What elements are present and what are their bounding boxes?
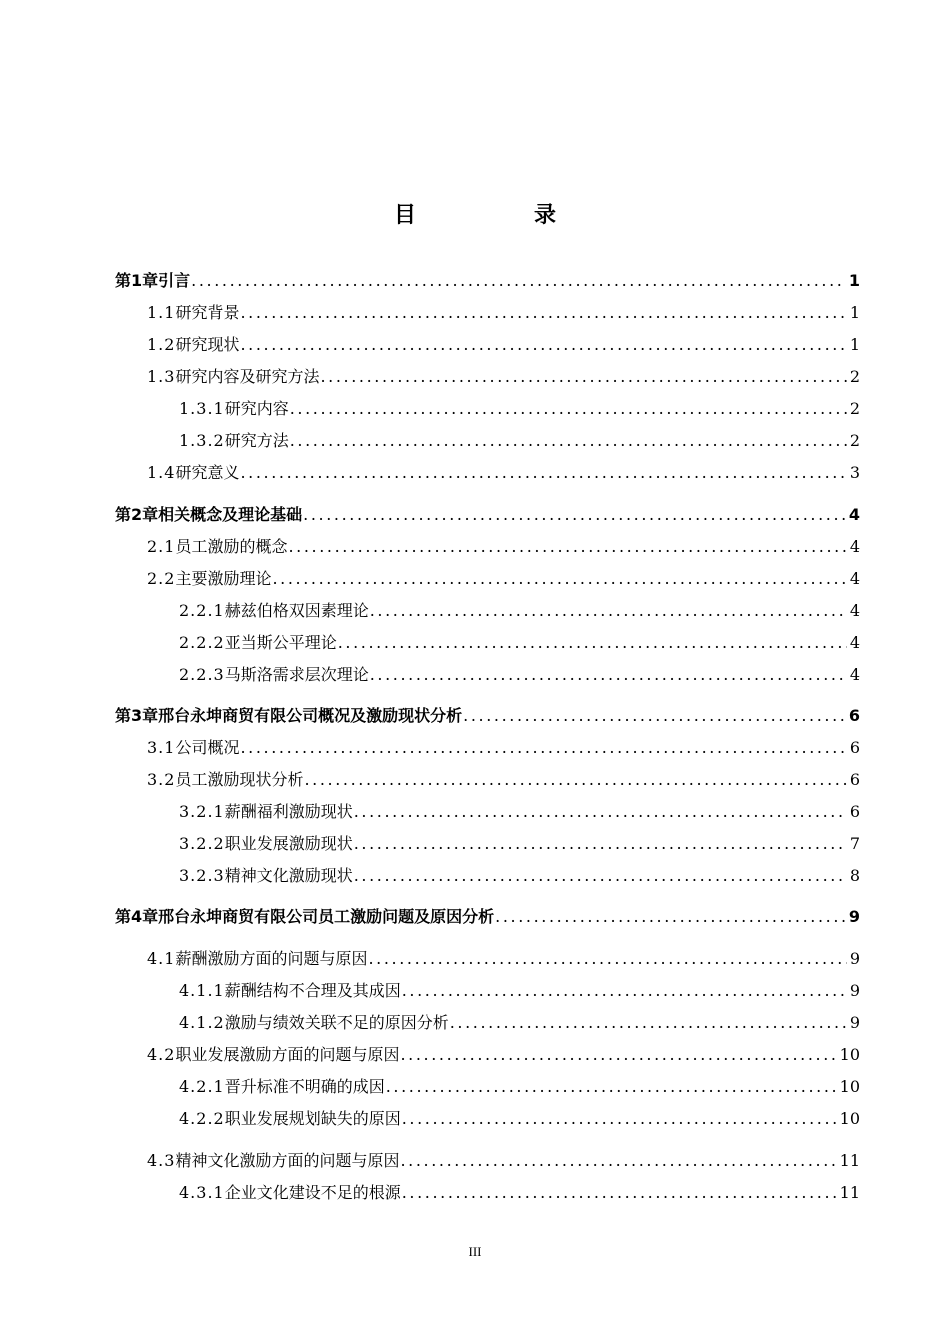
- dot-leader: [338, 633, 847, 652]
- toc-entry-page: 11: [839, 1183, 860, 1202]
- toc-entry[interactable]: [115, 703, 860, 727]
- toc-entry-number: 3.1: [147, 738, 176, 757]
- toc-entry[interactable]: [147, 566, 860, 590]
- toc-entry[interactable]: [179, 1010, 860, 1034]
- toc-entry-page: 6: [848, 706, 860, 725]
- toc-entry-page: 3: [849, 463, 860, 482]
- toc-entry-label: 晋升标准不明确的成因: [224, 1077, 385, 1096]
- dot-leader: [450, 1013, 847, 1032]
- toc-entry[interactable]: [147, 460, 860, 484]
- dot-leader: [400, 1151, 836, 1170]
- dot-leader: [191, 271, 846, 290]
- toc-entry-page: 4: [849, 537, 860, 556]
- toc-entry-page: 2: [849, 367, 860, 386]
- toc-entry-page: 6: [849, 738, 860, 757]
- toc-entry[interactable]: [147, 364, 860, 388]
- toc-entry[interactable]: [179, 831, 860, 855]
- toc-entry-number: 1.3.1: [179, 399, 225, 418]
- toc-entry-label: 研究内容及研究方法: [175, 367, 320, 386]
- toc-entry-number: 4.1: [147, 949, 176, 968]
- toc-entry-label: 精神文化激励现状: [224, 866, 353, 885]
- toc-entry[interactable]: [147, 332, 860, 356]
- toc-entry-label: 激励与绩效关联不足的原因分析: [224, 1013, 449, 1032]
- toc-entry[interactable]: [179, 598, 860, 622]
- toc-entry-page: 11: [839, 1151, 860, 1170]
- toc-entry[interactable]: [147, 300, 860, 324]
- toc-entry-page: 2: [849, 399, 860, 418]
- toc-entry[interactable]: [147, 1042, 860, 1066]
- toc-entry-label: 马斯洛需求层次理论: [224, 665, 369, 684]
- toc-entry-label: 薪酬激励方面的问题与原因: [175, 949, 368, 968]
- toc-entry-label: 主要激励理论: [175, 569, 272, 588]
- toc-entry-label: 研究现状: [175, 335, 240, 354]
- toc-entry-label: 研究方法: [224, 431, 289, 450]
- toc-entry-number: 4.2: [147, 1045, 176, 1064]
- toc-entry-label: 研究意义: [175, 463, 240, 482]
- toc-entry-number: 第3章: [115, 706, 159, 725]
- toc-entry[interactable]: [147, 946, 860, 970]
- toc-entry-label: 精神文化激励方面的问题与原因: [175, 1151, 400, 1170]
- toc-entry[interactable]: [115, 268, 860, 292]
- toc-entry[interactable]: [179, 630, 860, 654]
- dot-leader: [386, 1077, 837, 1096]
- toc-entry-number: 1.3.2: [179, 431, 225, 450]
- toc-entry-page: 10: [839, 1045, 860, 1064]
- dot-leader: [354, 802, 847, 821]
- toc-entry-page: 4: [848, 505, 860, 524]
- toc-entry[interactable]: [147, 534, 860, 558]
- toc-entry-label: 职业发展激励方面的问题与原因: [175, 1045, 400, 1064]
- toc-entry[interactable]: [179, 799, 860, 823]
- toc-entry-page: 1: [848, 271, 860, 290]
- toc-entry-number: 4.3.1: [179, 1183, 225, 1202]
- dot-leader: [290, 399, 847, 418]
- toc-entry[interactable]: [179, 863, 860, 887]
- toc-entry-label: 研究内容: [224, 399, 289, 418]
- page-title: 目 录: [393, 203, 604, 228]
- toc-entry-page: 9: [849, 981, 860, 1000]
- dot-leader: [240, 335, 846, 354]
- toc-entry-number: 3.2.1: [179, 802, 225, 821]
- toc-entry-label: 公司概况: [175, 738, 240, 757]
- dot-leader: [354, 834, 847, 853]
- dot-leader: [463, 706, 846, 725]
- dot-leader: [495, 907, 846, 926]
- toc-entry-label: 引言: [158, 271, 191, 290]
- dot-leader: [240, 738, 846, 757]
- toc-entry[interactable]: [179, 662, 860, 686]
- toc-entry-number: 3.2: [147, 770, 176, 789]
- toc-entry[interactable]: [179, 1180, 860, 1204]
- dot-leader: [370, 665, 847, 684]
- dot-leader: [402, 1183, 837, 1202]
- toc-entry-page: 1: [849, 303, 860, 322]
- toc-entry-number: 2.2: [147, 569, 176, 588]
- toc-entry-number: 2.1: [147, 537, 176, 556]
- toc-entry[interactable]: [147, 1148, 860, 1172]
- toc-entry-page: 4: [849, 569, 860, 588]
- toc-entry-label: 亚当斯公平理论: [224, 633, 337, 652]
- toc-entry-label: 薪酬福利激励现状: [224, 802, 353, 821]
- toc-entry-number: 4.1.2: [179, 1013, 225, 1032]
- toc-entry-number: 第4章: [115, 907, 159, 926]
- toc-entry-label: 研究背景: [175, 303, 240, 322]
- toc-entry-number: 4.1.1: [179, 981, 225, 1000]
- toc-entry-number: 1.4: [147, 463, 176, 482]
- toc-entry-number: 2.2.3: [179, 665, 225, 684]
- toc-entry-page: 6: [849, 802, 860, 821]
- toc-entry-number: 4.2.1: [179, 1077, 225, 1096]
- dot-leader: [354, 866, 847, 885]
- toc-entry-label: 赫兹伯格双因素理论: [224, 601, 369, 620]
- toc-entry-label: 企业文化建设不足的根源: [224, 1183, 401, 1202]
- toc-entry-number: 1.1: [147, 303, 176, 322]
- toc-entry-page: 7: [849, 834, 860, 853]
- toc-entry-page: 6: [849, 770, 860, 789]
- dot-leader: [400, 1045, 836, 1064]
- toc-entry-label: 职业发展规划缺失的原因: [224, 1109, 401, 1128]
- toc-entry-label: 员工激励现状分析: [175, 770, 304, 789]
- toc-entry-page: 1: [849, 335, 860, 354]
- toc-entry-page: 9: [848, 907, 860, 926]
- dot-leader: [368, 949, 846, 968]
- toc-entry-label: 邢台永坤商贸有限公司概况及激励现状分析: [158, 706, 463, 725]
- dot-leader: [402, 981, 847, 1000]
- dot-leader: [288, 537, 846, 556]
- toc-entry-page: 9: [849, 1013, 860, 1032]
- toc-entry-number: 第2章: [115, 505, 159, 524]
- toc-entry-number: 2.2.2: [179, 633, 225, 652]
- toc-entry[interactable]: [115, 502, 860, 526]
- toc-entry-page: 8: [849, 866, 860, 885]
- toc-entry-number: 2.2.1: [179, 601, 225, 620]
- toc-entry-label: 职业发展激励现状: [224, 834, 353, 853]
- toc-entry-page: 10: [839, 1077, 860, 1096]
- page-number-footer: III: [468, 1244, 482, 1259]
- toc-entry[interactable]: [179, 1106, 860, 1130]
- toc-entry-page: 4: [849, 633, 860, 652]
- toc-entry-page: 2: [849, 431, 860, 450]
- toc-entry-number: 4.3: [147, 1151, 176, 1170]
- toc-entry-number: 1.3: [147, 367, 176, 386]
- dot-leader: [370, 601, 847, 620]
- toc-entry-label: 薪酬结构不合理及其成因: [224, 981, 401, 1000]
- toc-entry[interactable]: [179, 1074, 860, 1098]
- toc-entry-label: 相关概念及理论基础: [158, 505, 303, 524]
- toc-entry[interactable]: [179, 396, 860, 420]
- toc-entry[interactable]: [147, 735, 860, 759]
- toc-entry-page: 9: [849, 949, 860, 968]
- dot-leader: [303, 505, 846, 524]
- dot-leader: [290, 431, 847, 450]
- dot-leader: [240, 463, 846, 482]
- toc-entry-page: 4: [849, 601, 860, 620]
- dot-leader: [240, 303, 846, 322]
- dot-leader: [272, 569, 846, 588]
- toc-entry-page: 4: [849, 665, 860, 684]
- toc-entry[interactable]: [179, 428, 860, 452]
- toc-entry-number: 3.2.3: [179, 866, 225, 885]
- toc-entry-label: 员工激励的概念: [175, 537, 288, 556]
- toc-entry[interactable]: [115, 904, 860, 928]
- toc-entry-number: 3.2.2: [179, 834, 225, 853]
- toc-entry-page: 10: [839, 1109, 860, 1128]
- toc-entry[interactable]: [179, 978, 860, 1002]
- toc-entry-number: 第1章: [115, 271, 159, 290]
- dot-leader: [320, 367, 846, 386]
- dot-leader: [402, 1109, 837, 1128]
- toc-entry-label: 邢台永坤商贸有限公司员工激励问题及原因分析: [158, 907, 495, 926]
- dot-leader: [304, 770, 846, 789]
- toc-entry-number: 4.2.2: [179, 1109, 225, 1128]
- toc-entry[interactable]: [147, 767, 860, 791]
- toc-entry-number: 1.2: [147, 335, 176, 354]
